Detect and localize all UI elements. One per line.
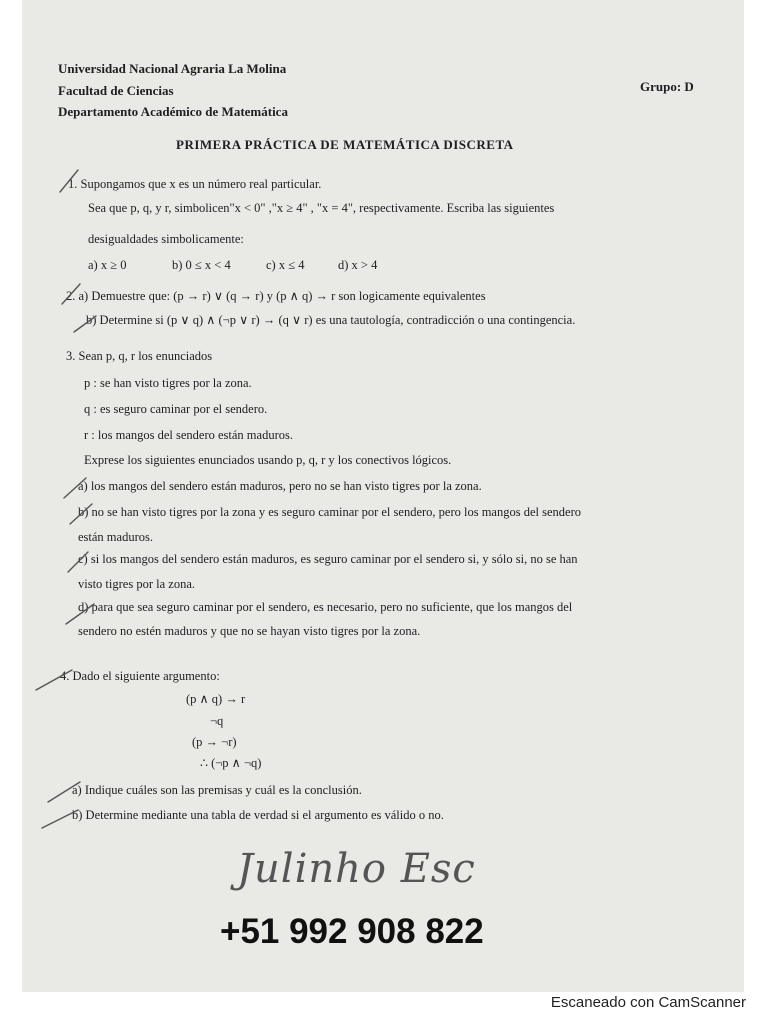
q4-premise-1: (p ∧ q) → r [186, 692, 246, 706]
q4-premise-3: (p → ¬r) [192, 735, 237, 749]
q3-statement-r: r : los mangos del sendero están maduros. [84, 428, 293, 442]
check-mark-1 [60, 170, 78, 192]
q3-part-c-line1: c) si los mangos del sendero están maduros, es seguro caminar por el sendero si, y sólo si, no se han [78, 552, 578, 566]
handwritten-marks [22, 0, 744, 992]
q1-option-a: a) x ≥ 0 [88, 258, 127, 272]
q4-intro: 4. Dado el siguiente argumento: [60, 669, 220, 683]
university-name: Universidad Nacional Agraria La Molina [58, 61, 287, 76]
page-title: PRIMERA PRÁCTICA DE MATEMÁTICA DISCRETA [176, 137, 514, 152]
signature-watermark: Julinho Esc [237, 846, 476, 892]
group-label: Grupo: D [640, 79, 694, 94]
q4-part-b: b) Determine mediante una tabla de verdad si el argumento es válido o no. [72, 808, 444, 822]
q1-option-b: b) 0 ≤ x < 4 [172, 258, 231, 272]
q1-line1: 1. Supongamos que x es un número real particular. [68, 177, 322, 191]
faculty-name: Facultad de Ciencias [58, 83, 174, 98]
q2-part-a: 2. a) Demuestre que: (p → r) ∨ (q → r) y (p ∧ q) → r son logicamente equivalentes [66, 289, 486, 303]
q1-option-c: c) x ≤ 4 [266, 258, 305, 272]
check-mark-3c [68, 552, 88, 572]
q3-part-b-line2: están maduros. [78, 530, 153, 544]
q3-part-d-line2: sendero no estén maduros y que no se hayan visto tigres por la zona. [78, 624, 421, 638]
check-mark-4b [42, 810, 78, 828]
q3-statement-p: p : se han visto tigres por la zona. [84, 376, 252, 390]
q1-line2: Sea que p, q, y r, simbolicen"x < 0" ,"x ≥ 4" , "x = 4", respectivamente. Escriba las siguientes [88, 201, 555, 215]
check-mark-4 [36, 670, 72, 690]
q4-conclusion: ∴ (¬p ∧ ¬q) [200, 756, 262, 770]
check-mark-4a [48, 782, 80, 802]
check-mark-2a [62, 284, 80, 304]
q1-option-d: d) x > 4 [338, 258, 378, 272]
check-mark-2b [74, 316, 96, 332]
q3-part-c-line2: visto tigres por la zona. [78, 577, 195, 591]
q4-part-a: a) Indique cuáles son las premisas y cuál es la conclusión. [72, 783, 362, 797]
check-mark-3b [70, 504, 92, 524]
department-name: Departamento Académico de Matemática [58, 104, 288, 119]
q3-intro: 3. Sean p, q, r los enunciados [66, 349, 213, 363]
scanner-footer: Escaneado con CamScanner [550, 994, 746, 1011]
scanned-page [22, 0, 744, 992]
check-mark-3a [64, 478, 86, 498]
q3-instruction: Exprese los siguientes enunciados usando p, q, r y los conectivos lógicos. [84, 453, 452, 467]
q3-part-a: a) los mangos del sendero están maduros, pero no se han visto tigres por la zona. [78, 479, 482, 493]
q3-part-b-line1: b) no se han visto tigres por la zona y es seguro caminar por el sendero, pero los mangos del sendero [78, 505, 581, 519]
phone-watermark: +51 992 908 822 [220, 912, 484, 951]
q3-statement-q: q : es seguro caminar por el sendero. [84, 402, 268, 416]
q1-line3: desigualdades simbolicamente: [88, 232, 244, 246]
check-mark-3d [66, 604, 94, 624]
q2-part-b: b) Determine si (p ∨ q) ∧ (¬p ∨ r) → (q ∨ r) es una tautología, contradicción o una contingencia. [86, 313, 576, 327]
q4-premise-2: ¬q [210, 714, 224, 728]
q3-part-d-line1: d) para que sea seguro caminar por el sendero, es necesario, pero no suficiente, que los mangos del [78, 600, 573, 614]
